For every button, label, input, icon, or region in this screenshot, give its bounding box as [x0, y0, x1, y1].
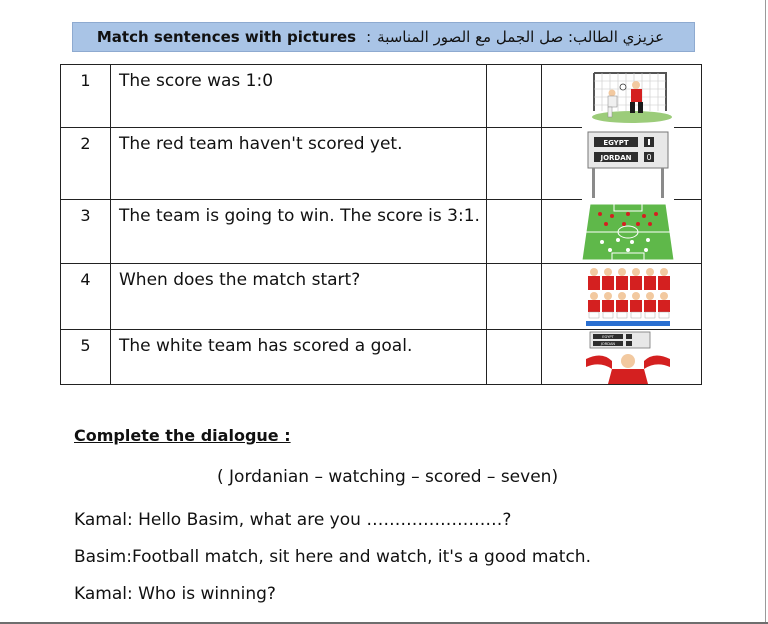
scoreboard-icon — [582, 130, 674, 200]
row-number: 2 — [61, 128, 111, 200]
row-number: 3 — [61, 200, 111, 264]
answer-cell[interactable] — [487, 200, 542, 264]
picture-cell — [542, 65, 702, 128]
sentence-cell: The score was 1:0 — [111, 65, 487, 128]
sentence-cell: The white team has scored a goal. — [111, 330, 487, 385]
answer-cell[interactable] — [487, 65, 542, 128]
sentence-cell: When does the match start? — [111, 264, 487, 330]
matching-table — [60, 64, 702, 385]
mini-scoreboard-team2: JORDAN — [600, 342, 616, 346]
picture-cell — [542, 330, 702, 385]
table-row — [61, 128, 702, 200]
answer-cell[interactable] — [487, 330, 542, 385]
banner-title-english: Match sentences with pictures — [96, 28, 357, 46]
page-frame-right — [765, 0, 766, 624]
answer-cell[interactable] — [487, 264, 542, 330]
dialogue-title: Complete the dialogue : — [74, 426, 291, 445]
scoreboard-team1: EGYPT — [603, 139, 629, 147]
sentence-cell: The red team haven't scored yet. — [111, 128, 487, 200]
scoreboard-score2: 0 — [646, 153, 652, 162]
table-row — [61, 330, 702, 385]
dialogue-line: Kamal: Who is winning? — [74, 584, 276, 604]
table-row — [61, 65, 702, 128]
picture-cell — [542, 200, 702, 264]
table-row — [61, 264, 702, 330]
sentence-cell: The team is going to win. The score is 3:1. — [111, 200, 487, 264]
scoreboard-team2: JORDAN — [600, 154, 632, 162]
dialogue-line: Basim:Football match, sit here and watch, it's a good match. — [74, 547, 591, 567]
dialogue-line: Kamal: Hello Basim, what are you ……………………? — [74, 510, 512, 530]
word-bank: ( Jordanian – watching – scored – seven) — [217, 467, 559, 487]
team-photo-icon — [582, 266, 674, 328]
mini-scoreboard-team1: EGYPT — [602, 335, 614, 339]
fan-scoreboard-icon — [582, 331, 674, 384]
football-pitch-icon — [580, 202, 676, 262]
row-number: 4 — [61, 264, 111, 330]
picture-cell — [542, 128, 702, 200]
instruction-banner — [72, 22, 695, 52]
goalkeeper-save-icon — [582, 67, 674, 129]
row-number: 1 — [61, 65, 111, 128]
picture-cell — [542, 264, 702, 330]
banner-separator: : — [366, 28, 372, 46]
table-row — [61, 200, 702, 264]
banner-title-arabic: عزيزي الطالب: صل الجمل مع الصور المناسبة — [377, 28, 665, 46]
row-number: 5 — [61, 330, 111, 385]
answer-cell[interactable] — [487, 128, 542, 200]
